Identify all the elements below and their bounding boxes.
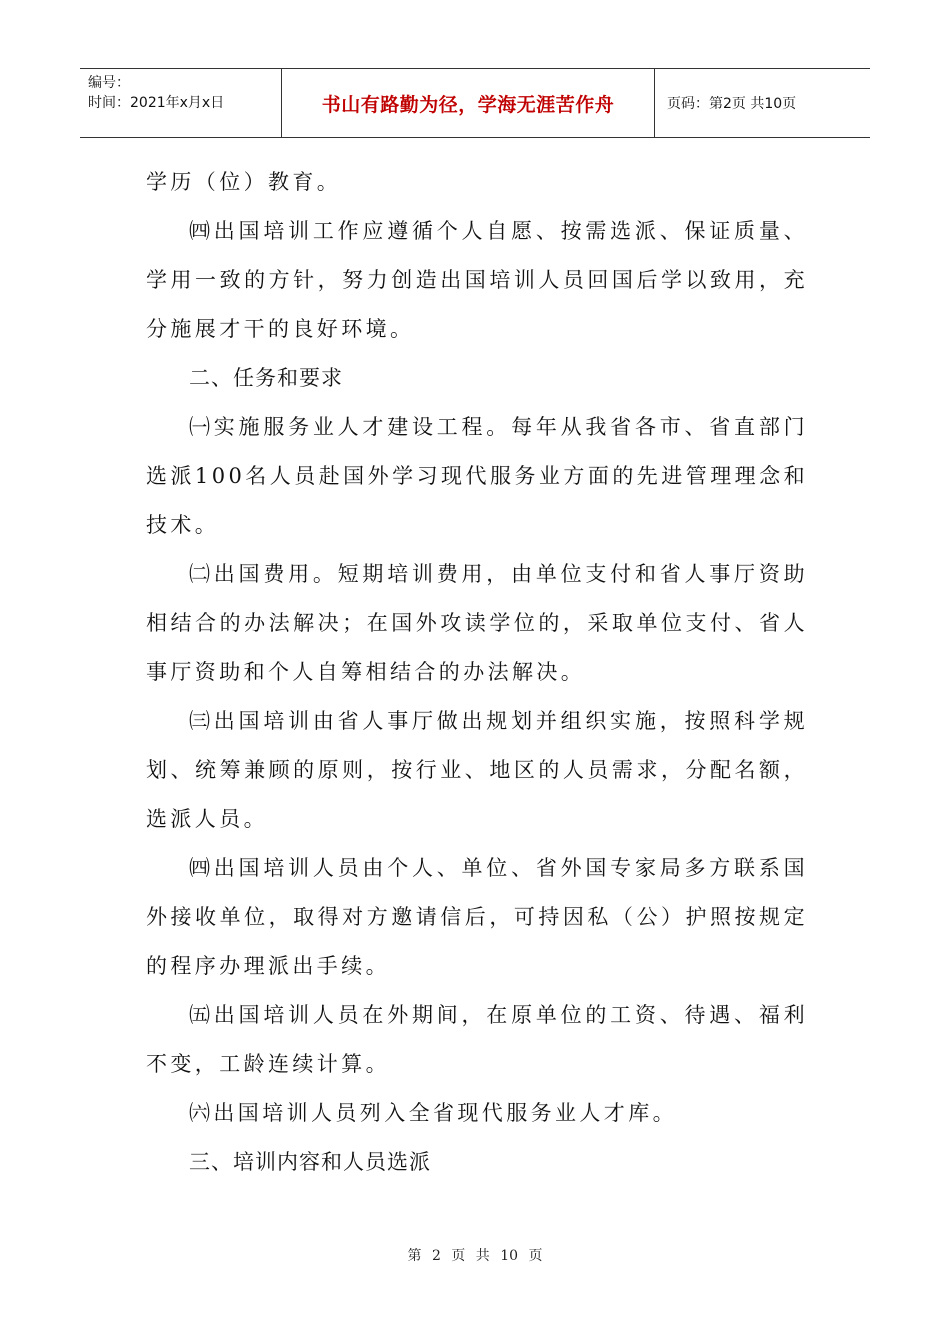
paragraph: ㈥出国培训人员列入全省现代服务业人才库。: [189, 1101, 677, 1125]
document-date: 时间：2021年x月x日: [88, 95, 225, 111]
paragraph: ㈤出国培训人员在外期间，在原单位的工资、待遇、福利不变，工龄连续计算。: [146, 1003, 808, 1076]
header-page-info: 页码：第2页 共10页: [667, 96, 797, 112]
header-motto: 书山有路勤为径，学海无涯苦作舟: [282, 69, 655, 137]
paragraph: ㈣出国培训工作应遵循个人自愿、按需选派、保证质量、学用一致的方针，努力创造出国培训人员回国后学以致用，充分施展才干的良好环境。: [146, 219, 808, 341]
header-meta: [80, 69, 282, 137]
document-number: 编号：: [88, 75, 130, 91]
page-header: [80, 68, 870, 138]
section-heading: 三、培训内容和人员选派: [189, 1150, 431, 1174]
paragraph: 学历（位）教育。: [146, 170, 342, 194]
section-heading: 二、任务和要求: [189, 366, 343, 390]
paragraph: ㈠实施服务业人才建设工程。每年从我省各市、省直部门选派100名人员赴国外学习现代服务业方面的先进管理理念和技术。: [146, 415, 808, 537]
paragraph: ㈢出国培训由省人事厅做出规划并组织实施，按照科学规划、统筹兼顾的原则，按行业、地区的人员需求，分配名额，选派人员。: [146, 709, 808, 831]
paragraph: ㈡出国费用。短期培训费用，由单位支付和省人事厅资助相结合的办法解决；在国外攻读学位的，采取单位支付、省人事厅资助和个人自筹相结合的办法解决。: [146, 562, 808, 684]
page-footer: 第 2 页 共 10 页: [407, 1248, 543, 1264]
paragraph: ㈣出国培训人员由个人、单位、省外国专家局多方联系国外接收单位，取得对方邀请信后，可持因私（公）护照按规定的程序办理派出手续。: [146, 856, 808, 978]
document-body: [146, 158, 808, 1187]
